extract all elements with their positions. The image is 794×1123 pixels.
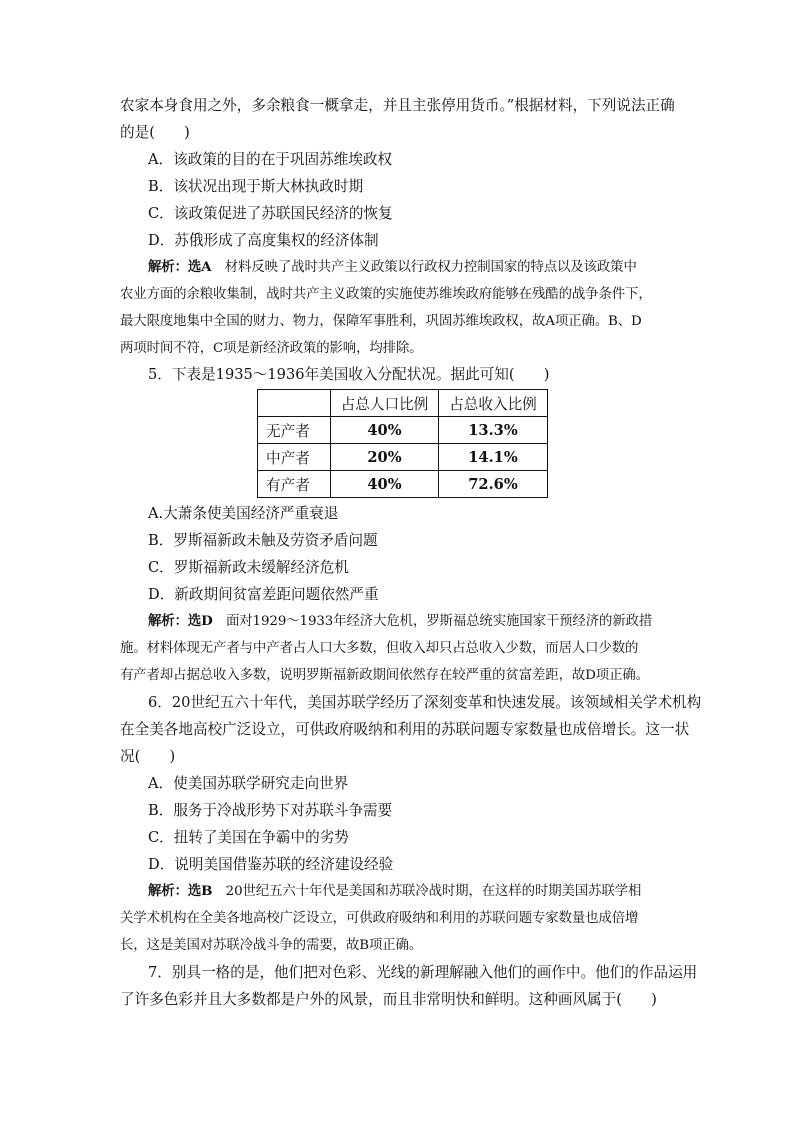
table-cell: 72.6%	[439, 471, 548, 498]
document-page	[120, 92, 702, 1013]
q5-analysis-text-1: 面对1929～1933年经济大危机，罗斯福总统实施国家干预经济的新政措	[212, 614, 653, 629]
table-cell: 无产者	[258, 417, 331, 444]
table-header-row	[258, 390, 548, 417]
q4-analysis-text-1: 材料反映了战时共产主义政策以行政权力控制国家的特点以及该政策中	[211, 260, 637, 275]
q6-option-c: C．扭转了美国在争霸中的劣势	[148, 829, 349, 846]
q7-stem-line-1: 7．别具一格的是，他们把对色彩、光线的新理解融入他们的画作中。他们的作品运用	[148, 964, 698, 981]
table-cell: 14.1%	[439, 444, 548, 471]
table-cell: 13.3%	[439, 417, 548, 444]
q6-analysis-line-3: 长，这是美国对苏联冷战斗争的需要，故B项正确。	[120, 938, 423, 953]
q4-option-a: A．该政策的目的在于巩固苏维埃政权	[148, 151, 393, 168]
q5-analysis-tag: 解析：选D	[148, 613, 213, 629]
q4-stem-line-2: 的是( )	[120, 124, 190, 141]
q6-option-a: A．使美国苏联学研究走向世界	[148, 775, 349, 792]
table-header-cell: 占总人口比例	[331, 390, 439, 417]
q6-stem-line-2: 在全美各地高校广泛设立，可供政府吸纳和利用的苏联问题专家数量也成倍增长。这一状	[120, 721, 690, 738]
table-cell: 有产者	[258, 471, 331, 498]
q4-analysis-line-2: 农业方面的余粮收集制，战时共产主义政策的实施使苏维埃政府能够在残酷的战争条件下，	[120, 287, 652, 302]
table-row	[258, 417, 548, 444]
q5-option-c: C．罗斯福新政未缓解经济危机	[148, 559, 349, 576]
q6-option-b: B．服务于冷战形势下对苏联斗争需要	[148, 802, 393, 819]
q7-stem-line-2: 了许多色彩并且大多数都是户外的风景，而且非常明快和鲜明。这种画风属于( )	[120, 991, 657, 1008]
table-cell: 40%	[331, 417, 439, 444]
q4-analysis-line-1	[120, 254, 675, 281]
table-row	[258, 471, 548, 498]
income-distribution-table	[257, 389, 548, 498]
q6-analysis-tag: 解析：选B	[148, 883, 213, 899]
q6-stem-line-3: 况( )	[120, 748, 176, 765]
q4-stem-line-1: 农家本身食用之外，多余粮食一概拿走，并且主张停用货币。”根据材料，下列说法正确	[120, 97, 675, 114]
q5-option-b: B．罗斯福新政未触及劳资矛盾问题	[148, 532, 378, 549]
q4-option-c: C．该政策促进了苏联国民经济的恢复	[148, 205, 393, 222]
q6-analysis-text-1: 20世纪五六十年代是美国和苏联冷战时期，在这样的时期美国苏联学相	[212, 884, 642, 899]
table-header-cell: 占总收入比例	[439, 390, 548, 417]
table-header-cell	[258, 390, 331, 417]
q6-stem-line-1: 6．20世纪五六十年代，美国苏联学经历了深刻变革和快速发展。该领域相关学术机构	[148, 694, 702, 711]
q5-analysis-line-1	[120, 608, 675, 635]
q4-analysis-tag: 解析：选A	[148, 259, 212, 275]
q6-analysis-line-1	[120, 878, 675, 905]
q5-stem: 5．下表是1935～1936年美国收入分配状况。据此可知( )	[148, 366, 550, 383]
table-row	[258, 444, 548, 471]
q4-option-b: B．该状况出现于斯大林执政时期	[148, 178, 364, 195]
q6-option-d: D．说明美国借鉴苏联的经济建设经验	[148, 856, 394, 873]
q4-analysis-line-4: 两项时间不符，C项是新经济政策的影响，均排除。	[120, 341, 423, 356]
q5-analysis-line-3: 有产者却占据总收入多数，说明罗斯福新政期间依然存在较严重的贫富差距，故D项正确。	[120, 668, 649, 683]
q5-analysis-line-2: 施。材料体现无产者与中产者占人口大多数，但收入却只占总收入少数，而居人口少数的	[120, 641, 639, 656]
table-cell: 中产者	[258, 444, 331, 471]
table-cell: 20%	[331, 444, 439, 471]
q4-analysis-line-3: 最大限度地集中全国的财力、物力，保障军事胜利，巩固苏维埃政权，故A项正确。B、D	[120, 314, 642, 329]
table-cell: 40%	[331, 471, 439, 498]
q6-analysis-line-2: 关学术机构在全美各地高校广泛设立，可供政府吸纳和利用的苏联问题专家数量也成倍增	[120, 911, 639, 926]
q5-option-d: D．新政期间贫富差距问题依然严重	[148, 586, 379, 603]
q5-option-a: A.大萧条使美国经济严重衰退	[148, 505, 339, 522]
q4-option-d: D．苏俄形成了高度集权的经济体制	[148, 232, 379, 249]
